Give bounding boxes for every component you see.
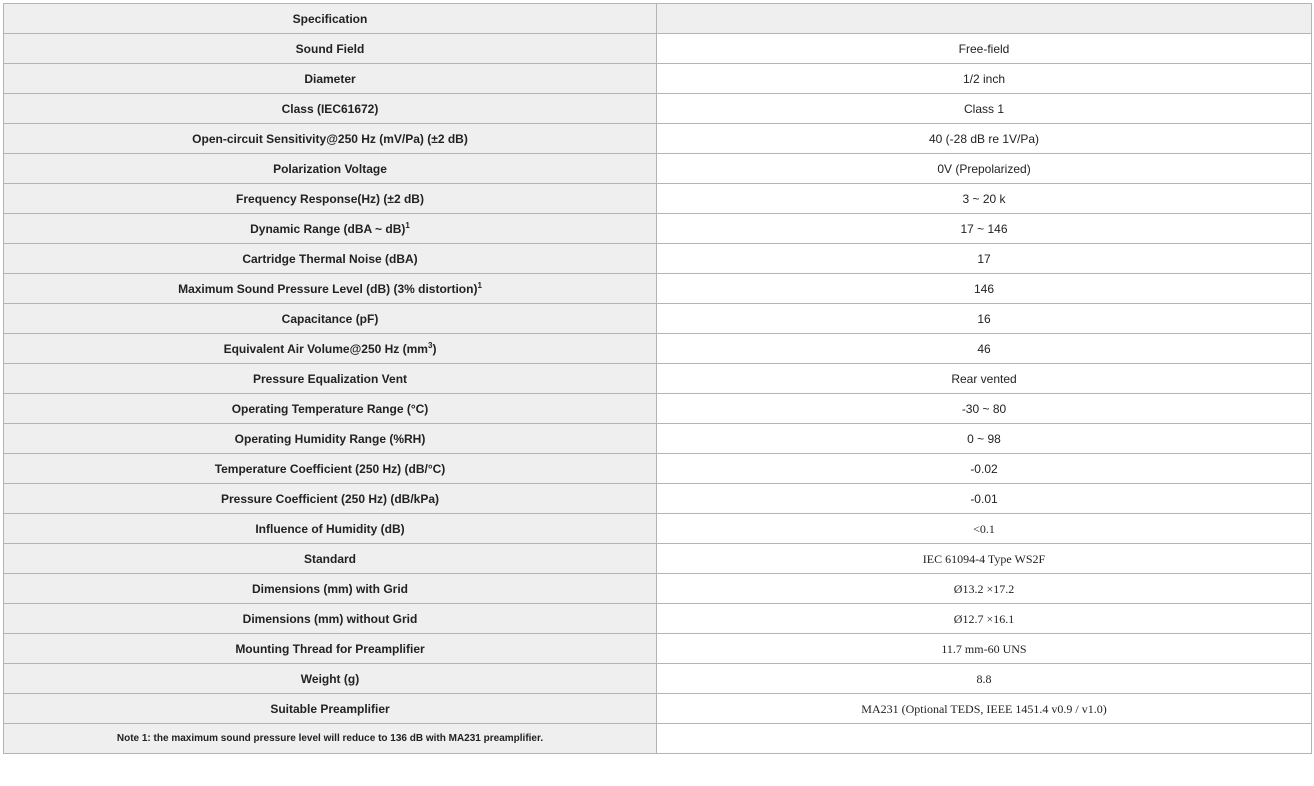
table-row	[4, 604, 1312, 634]
spec-label-cell	[4, 634, 657, 664]
spec-label-cell	[4, 64, 657, 94]
spec-label-cell	[4, 154, 657, 184]
spec-label-cell	[4, 184, 657, 214]
spec-label-cell	[4, 364, 657, 394]
spec-label-cell	[4, 604, 657, 634]
footnote-superscript: 3	[427, 340, 433, 350]
spec-value-cell: 17	[657, 244, 1312, 274]
spec-label-text: Weight (g)	[300, 671, 360, 686]
spec-value-cell: 0 ~ 98	[657, 424, 1312, 454]
spec-label-cell	[4, 124, 657, 154]
spec-value-cell: 8.8	[657, 664, 1312, 694]
spec-label-text: Pressure Equalization Vent	[252, 371, 408, 386]
spec-label-cell	[4, 304, 657, 334]
spec-value-cell: MA231 (Optional TEDS, IEEE 1451.4 v0.9 / v1.0)	[657, 694, 1312, 724]
spec-value-cell: 0V (Prepolarized)	[657, 154, 1312, 184]
spec-label-cell	[4, 514, 657, 544]
table-row	[4, 124, 1312, 154]
spec-value-cell: 1/2 inch	[657, 64, 1312, 94]
spec-value-cell: 40 (-28 dB re 1V/Pa)	[657, 124, 1312, 154]
table-row	[4, 454, 1312, 484]
spec-label-text: Dimensions (mm) with Grid	[251, 581, 408, 596]
table-row	[4, 424, 1312, 454]
spec-value-cell: IEC 61094-4 Type WS2F	[657, 544, 1312, 574]
footnote-superscript: 1	[405, 220, 410, 230]
spec-label-cell	[4, 214, 657, 244]
spec-value-cell: 46	[657, 334, 1312, 364]
spec-value-cell: 17 ~ 146	[657, 214, 1312, 244]
spec-label-text: Maximum Sound Pressure Level (dB) (3% distortion)	[178, 281, 478, 296]
spec-label-text: Dimensions (mm) without Grid	[242, 611, 418, 626]
header-label-cell: Specification	[4, 4, 657, 34]
table-row	[4, 664, 1312, 694]
spec-value-cell: <0.1	[657, 514, 1312, 544]
spec-label-text: Temperature Coefficient (250 Hz) (dB/°C)	[214, 461, 446, 476]
table-row	[4, 364, 1312, 394]
spec-value-cell: Ø13.2 ×17.2	[657, 574, 1312, 604]
spec-label-cell	[4, 694, 657, 724]
spec-label-text: Suitable Preamplifier	[270, 701, 390, 716]
spec-label-cell	[4, 244, 657, 274]
footnote-superscript: 1	[477, 280, 482, 290]
table-row	[4, 514, 1312, 544]
spec-label-cell	[4, 94, 657, 124]
spec-label-text: Dynamic Range (dBA ~ dB)	[250, 221, 406, 236]
spec-label-text: Operating Temperature Range (°C)	[231, 401, 429, 416]
specification-table	[3, 3, 1312, 754]
spec-label-cell	[4, 34, 657, 64]
header-value-cell	[657, 4, 1312, 34]
table-row	[4, 34, 1312, 64]
spec-label-text: Standard	[303, 551, 356, 566]
table-row	[4, 544, 1312, 574]
table-row	[4, 184, 1312, 214]
footnote-text: Note 1: the maximum sound pressure level will reduce to 136 dB with MA231 preamplifier.	[4, 724, 657, 754]
spec-value-cell: 3 ~ 20 k	[657, 184, 1312, 214]
spec-label-text: Mounting Thread for Preamplifier	[235, 641, 425, 656]
spec-label-text: Capacitance (pF)	[281, 311, 379, 326]
spec-value-cell: 146	[657, 274, 1312, 304]
spec-label-cell	[4, 544, 657, 574]
spec-label-text: Cartridge Thermal Noise (dBA)	[242, 251, 418, 266]
table-row	[4, 574, 1312, 604]
spec-label-text: Polarization Voltage	[273, 161, 387, 176]
spec-label-cell	[4, 484, 657, 514]
spec-value-cell: -0.02	[657, 454, 1312, 484]
spec-value-cell: Class 1	[657, 94, 1312, 124]
spec-label-text: Operating Humidity Range (%RH)	[234, 431, 426, 446]
spec-label-text: Frequency Response(Hz) (±2 dB)	[236, 191, 424, 206]
spec-label-cell	[4, 274, 657, 304]
table-row	[4, 244, 1312, 274]
table-row	[4, 304, 1312, 334]
spec-value-cell: Ø12.7 ×16.1	[657, 604, 1312, 634]
spec-value-cell: -0.01	[657, 484, 1312, 514]
spec-label-text: Influence of Humidity (dB)	[255, 521, 405, 536]
spec-value-cell: Rear vented	[657, 364, 1312, 394]
spec-label-suffix: )	[432, 341, 437, 356]
table-row	[4, 94, 1312, 124]
spec-value-cell: 11.7 mm-60 UNS	[657, 634, 1312, 664]
specification-table-body	[4, 4, 1312, 754]
spec-label-text: Pressure Coefficient (250 Hz) (dB/kPa)	[220, 491, 440, 506]
table-row	[4, 64, 1312, 94]
spec-label-cell	[4, 454, 657, 484]
spec-label-text: Open-circuit Sensitivity@250 Hz (mV/Pa) (±2 dB)	[192, 131, 468, 146]
spec-label-cell	[4, 334, 657, 364]
spec-label-cell	[4, 574, 657, 604]
footnote-empty-cell	[657, 724, 1312, 754]
spec-label-text: Equivalent Air Volume@250 Hz (mm	[223, 341, 428, 356]
table-row	[4, 274, 1312, 304]
table-row	[4, 214, 1312, 244]
spec-label-cell	[4, 664, 657, 694]
table-row	[4, 694, 1312, 724]
table-row	[4, 334, 1312, 364]
table-row	[4, 634, 1312, 664]
spec-label-text: Class (IEC61672)	[281, 101, 379, 116]
spec-label-text: Diameter	[304, 71, 356, 86]
table-row	[4, 394, 1312, 424]
table-header-row	[4, 4, 1312, 34]
spec-label-cell	[4, 424, 657, 454]
spec-value-cell: -30 ~ 80	[657, 394, 1312, 424]
table-note-row	[4, 724, 1312, 754]
spec-label-text: Sound Field	[295, 41, 365, 56]
spec-value-cell: 16	[657, 304, 1312, 334]
spec-value-cell: Free-field	[657, 34, 1312, 64]
table-row	[4, 484, 1312, 514]
spec-label-cell	[4, 394, 657, 424]
table-row	[4, 154, 1312, 184]
